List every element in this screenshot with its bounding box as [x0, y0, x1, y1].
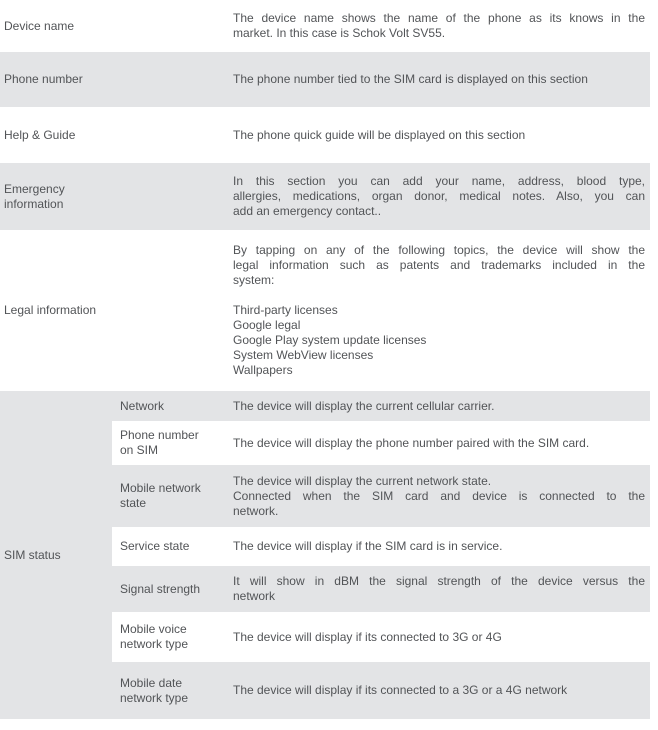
row-description: [233, 11, 650, 41]
legal-topic-list: [233, 303, 645, 378]
desc-line: system:: [233, 273, 275, 287]
subrow-label: Phone number on SIM: [120, 428, 199, 457]
subrow-signal-strength: [112, 566, 650, 612]
table-row-emergency-information: [0, 163, 650, 230]
desc-line: market. In this case is Schok Volt SV55.: [233, 26, 446, 40]
desc-line: The device will display if its connected to 3G or 4G: [233, 629, 502, 644]
row-label-cell: [0, 303, 233, 318]
topic-item: Wallpapers: [233, 363, 293, 377]
subrow-description: [233, 539, 650, 554]
row-label: Emergency information: [4, 181, 65, 211]
subrow-description: [233, 436, 650, 451]
row-description: [233, 174, 650, 219]
row-label-cell: [0, 128, 233, 143]
desc-line: The device will display if the SIM card is in service.: [233, 539, 503, 553]
subrow-label: Mobile network state: [120, 481, 201, 510]
desc-line: The device will display if its connected to a 3G or a 4G network: [233, 683, 568, 697]
subrow-label: Mobile date network type: [120, 675, 189, 705]
desc-line: Connected when the SIM card and device is connected to the: [233, 488, 645, 503]
table-row-phone-number: [0, 52, 650, 107]
desc-line: network: [233, 589, 276, 603]
sim-status-subrows: [112, 391, 650, 719]
row-label-cell: [0, 19, 233, 34]
desc-line: network.: [233, 503, 279, 518]
desc-line: The phone number tied to the SIM card is displayed on this section: [233, 72, 588, 86]
topic-item: System WebView licenses: [233, 348, 374, 362]
table-row-sim-status: [0, 391, 650, 719]
row-label-cell: [0, 182, 233, 212]
desc-line: By tapping on any of the following topics, the device will show the: [233, 243, 645, 257]
paragraph-gap: [233, 288, 645, 303]
subrow-label: Signal strength: [120, 581, 201, 596]
subrow-mobile-date-network-type: [112, 662, 650, 719]
table-row-help-guide: [0, 107, 650, 163]
desc-line: In this section you can add your name, address, blood type,: [233, 174, 645, 188]
subrow-network: [112, 391, 650, 421]
topic-item: Third-party licenses: [233, 303, 338, 317]
subrow-mobile-network-state: [112, 465, 650, 527]
desc-line: The phone quick guide will be displayed on this section: [233, 127, 526, 142]
row-label: Help & Guide: [4, 127, 76, 142]
row-label-cell: [0, 548, 112, 563]
subrow-description: [233, 630, 650, 645]
row-description: [233, 243, 650, 378]
subrow-phone-number-on-sim: [112, 421, 650, 465]
table-row-legal-information: [0, 230, 650, 391]
subrow-description: [233, 574, 650, 604]
desc-line: legal information such as patents and trademarks included in the: [233, 258, 645, 272]
desc-line: The device will display the current network state.: [233, 473, 492, 488]
topic-item: Google legal: [233, 318, 301, 332]
subrow-service-state: [112, 527, 650, 566]
subrow-label: Network: [120, 398, 165, 413]
desc-line: add an emergency contact..: [233, 204, 382, 218]
topic-item: Google Play system update licenses: [233, 333, 427, 347]
subrow-description: [233, 683, 650, 698]
subrow-label: Mobile voice network type: [120, 622, 189, 651]
desc-line: The device will display the phone number paired with the SIM card.: [233, 435, 590, 450]
subrow-description: [233, 474, 650, 519]
row-label-cell: [0, 72, 233, 87]
subrow-description: [233, 399, 650, 414]
row-label: Device name: [4, 18, 75, 33]
row-label: Phone number: [4, 72, 83, 86]
desc-line: The device will display the current cellular carrier.: [233, 398, 495, 413]
desc-line: The device name shows the name of the phone as its knows in the: [233, 11, 645, 25]
row-label: Legal information: [4, 303, 97, 317]
desc-line: It will show in dBM the signal strength of the device versus the: [233, 574, 645, 588]
row-description: [233, 72, 650, 87]
table-row-device-name: [0, 0, 650, 52]
row-description: [233, 128, 650, 143]
desc-line: allergies, medications, organ donor, medical notes. Also, you can: [233, 189, 645, 203]
subrow-label: Service state: [120, 539, 190, 553]
subrow-mobile-voice-network-type: [112, 612, 650, 662]
row-label: SIM status: [4, 547, 61, 562]
